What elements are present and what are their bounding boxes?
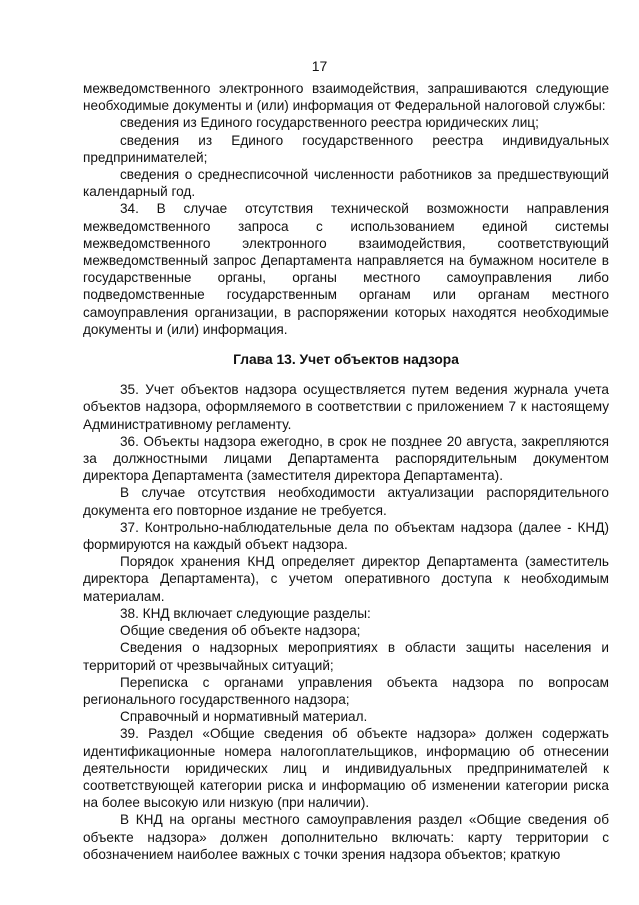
paragraph-38: 38. КНД включает следующие разделы: — [120, 605, 371, 621]
paragraph-34: 34. В случае отсутствия технической возможности направления межведомственного запроса с использованием единой системы межведомственного электронного взаимодействия, соответствующий межведомственный запрос Департамента направляется на бумажном носителе в государственные органы, органы местного самоуправления либо подведомственные государственным органам или органам местного самоуправления организации, в распоряжении которых находятся необходимые документы и (или) информация. — [83, 201, 609, 337]
paragraph-35: 35. Учет объектов надзора осуществляется путем ведения журнала учета объектов надзора, оформляемого в соответствии с приложением 7 к настоящему Административному регламенту. — [83, 382, 609, 432]
paragraph-36: 36. Объекты надзора ежегодно, в срок не позднее 20 августа, закрепляются за должностными лицами Департамента распорядительным документом директора Департамента (заместителя директора Департамента). — [83, 433, 609, 484]
list-item-legal-entities: сведения из Единого государственного реестра юридических лиц; — [120, 115, 539, 131]
paragraph-continuation: межведомственного электронного взаимодействия, запрашиваются следующие необходимые документы и (или) информация от Федеральной налоговой службы: — [83, 81, 609, 114]
section-item-correspondence: Переписка с органами управления объекта надзора по вопросам регионального государственного надзора; — [83, 674, 609, 707]
section-item-supervision: Сведения о надзорных мероприятиях в области защиты населения и территорий от чрезвычайных ситуаций; — [83, 640, 609, 673]
paragraph-39: 39. Раздел «Общие сведения об объекте надзора» должен содержать идентификационные номера налогоплательщиков, информацию об отнесении деятельности юридических лиц и индивидуальных предпринимателей к соответствующей категории риска и информацию об изменении категории риска на более высокую или низкую (при наличии). — [83, 726, 609, 811]
paragraph-37-storage: Порядок хранения КНД определяет директор Департамента (заместитель директора Департамента), с учетом оперативного доступа к необходимым материалам. — [83, 554, 609, 604]
section-item-general: Общие сведения об объекте надзора; — [120, 623, 361, 639]
list-item-entrepreneurs: сведения из Единого государственного реестра индивидуальных предпринимателей; — [83, 132, 609, 165]
section-item-reference: Справочный и нормативный материал. — [120, 709, 368, 725]
list-item-headcount: сведения о среднесписочной численности работников за предшествующий календарный год. — [83, 167, 609, 200]
document-body — [83, 80, 609, 863]
chapter-heading: Глава 13. Учет объектов надзора — [233, 352, 459, 368]
paragraph-37: 37. Контрольно-наблюдательные дела по объектам надзора (далее - КНД) формируются на каждый объект надзора. — [83, 519, 609, 553]
page-number: 17 — [311, 58, 328, 74]
paragraph-39-local: В КНД на органы местного самоуправления раздел «Общие сведения об объекте надзора» должен дополнительно включать: карту территории с обозначением наиболее важных с точки зрения надзора объектов; краткую — [83, 812, 609, 862]
paragraph-36-note: В случае отсутствия необходимости актуализации распорядительного документа его повторное издание не требуется. — [83, 485, 609, 518]
